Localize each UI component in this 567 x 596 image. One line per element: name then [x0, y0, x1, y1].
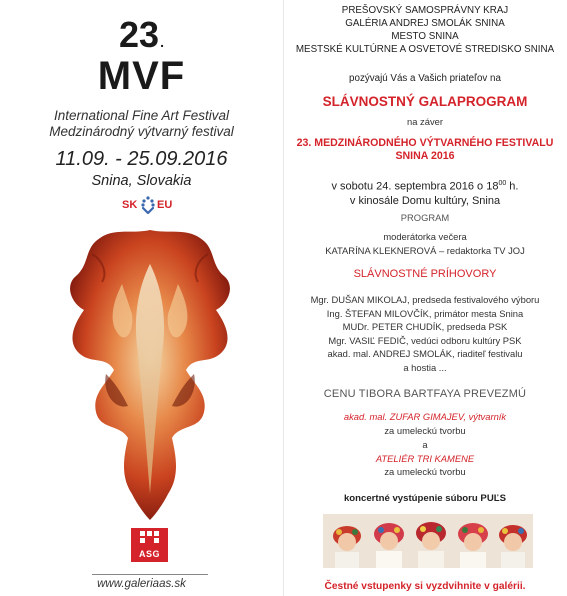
- website-link[interactable]: www.galeriaas.sk: [97, 578, 186, 590]
- edition-number-value: 23: [119, 14, 160, 55]
- organizer-item: PREŠOVSKÝ SAMOSPRÁVNY KRAJ: [341, 5, 509, 16]
- edition-suffix: .: [160, 34, 164, 50]
- and-guests: a hostia ...: [403, 361, 447, 373]
- event-time: [283, 180, 567, 193]
- moderator-role: moderátorka večera: [383, 231, 467, 242]
- speaker-item: [283, 334, 567, 348]
- speaker-item: [283, 347, 567, 361]
- festival-name-sk: Medzinárodný výtvarný festival: [49, 124, 234, 139]
- festival-acronym: MVF: [97, 54, 186, 98]
- speaker-name: Ing. ŠTEFAN MILOVČÍK: [326, 307, 429, 319]
- event-time-sup: 00: [498, 180, 507, 187]
- speaker-role: , predseda festivalového výboru: [407, 294, 540, 305]
- speaker-role: , predseda PSK: [441, 321, 508, 333]
- organizer-item: MESTSKÉ KULTÚRNE A OSVETOVÉ STREDISKO SNINA: [295, 44, 555, 55]
- speaker-name: Mgr. VASIĽ FEDIČ: [328, 334, 406, 346]
- festival-line-1: 23. MEDZINÁRODNÉHO VÝTVARNÉHO FESTIVALU: [296, 137, 554, 149]
- speaker-role: , primátor mesta Snina: [428, 307, 524, 319]
- eu-label: EU: [157, 199, 173, 211]
- award-reason-1: za umeleckú tvorbu: [384, 425, 466, 436]
- gala-title: SLÁVNOSTNÝ GALAPROGRAM: [322, 94, 528, 109]
- speaker-name: MUDr. PETER CHUDÍK: [342, 321, 442, 333]
- speaker-item: [283, 307, 567, 321]
- organizers-list: [283, 4, 567, 56]
- festival-place: Snina, Slovakia: [91, 173, 192, 189]
- moderator-desc: – redaktorka TV JOJ: [436, 245, 525, 256]
- event-time-text: v sobotu 24. septembra 2016 o 18: [331, 180, 499, 193]
- speaker-role: , riaditeľ festivalu: [452, 348, 523, 360]
- chevron-dots-icon: [141, 196, 155, 216]
- organizer-item: MESTO SNINA: [391, 31, 459, 42]
- awardee-1: akad. mal. ZUFAR GIMAJEV, výtvarník: [343, 411, 507, 422]
- organizer-item: GALÉRIA ANDREJ SMOLÁK SNINA: [345, 18, 505, 29]
- speakers-list: [283, 293, 567, 375]
- na-zaver: na záver: [407, 116, 443, 127]
- event-venue: v kinosále Domu kultúry, Snina: [349, 195, 501, 207]
- edition-number: [0, 14, 283, 56]
- sk-eu-logo: [115, 196, 185, 216]
- event-time-end: h.: [506, 180, 519, 193]
- award-conjunction: a: [422, 439, 428, 450]
- festival-name-en: International Fine Art Festival: [53, 108, 230, 123]
- speaker-role: , vedúci odboru kultúry PSK: [405, 334, 522, 346]
- footer-note: Čestné vstupenky si vyzdvihnite v galérii.: [324, 581, 526, 592]
- speaker-name: Mgr. DUŠAN MIKOLAJ: [310, 294, 407, 305]
- program-label: PROGRAM: [400, 212, 450, 223]
- award-title: CENU TIBORA BARTFAYA PREVEZMÚ: [323, 388, 527, 400]
- speeches-title: SLÁVNOSTNÉ PRÍHOVORY: [353, 268, 497, 280]
- award-reason-2: za umeleckú tvorbu: [384, 466, 466, 477]
- speaker-item: [283, 293, 567, 307]
- concert-line: koncertné vystúpenie súboru PUĽS: [343, 493, 507, 504]
- moderator-name: KATARÍNA KLEKNEROVÁ: [325, 245, 437, 256]
- sk-label: SK: [122, 199, 138, 211]
- asg-label: ASG: [138, 549, 160, 559]
- festival-dates: 11.09. - 25.09.2016: [55, 148, 228, 170]
- awardee-2: ATELIÉR TRI KAMENE: [375, 453, 475, 464]
- asg-logo: [131, 528, 168, 562]
- speaker-item: [283, 320, 567, 334]
- folk-ensemble-photo: [323, 514, 533, 568]
- festival-line-2: SNINA 2016: [395, 150, 455, 162]
- speaker-name: akad. mal. ANDREJ SMOLÁK: [327, 348, 453, 360]
- moderator-line: [283, 245, 567, 256]
- invite-line: pozývajú Vás a Vašich priateľov na: [349, 73, 501, 84]
- website-rule: [92, 574, 208, 575]
- festival-artwork: [62, 224, 238, 524]
